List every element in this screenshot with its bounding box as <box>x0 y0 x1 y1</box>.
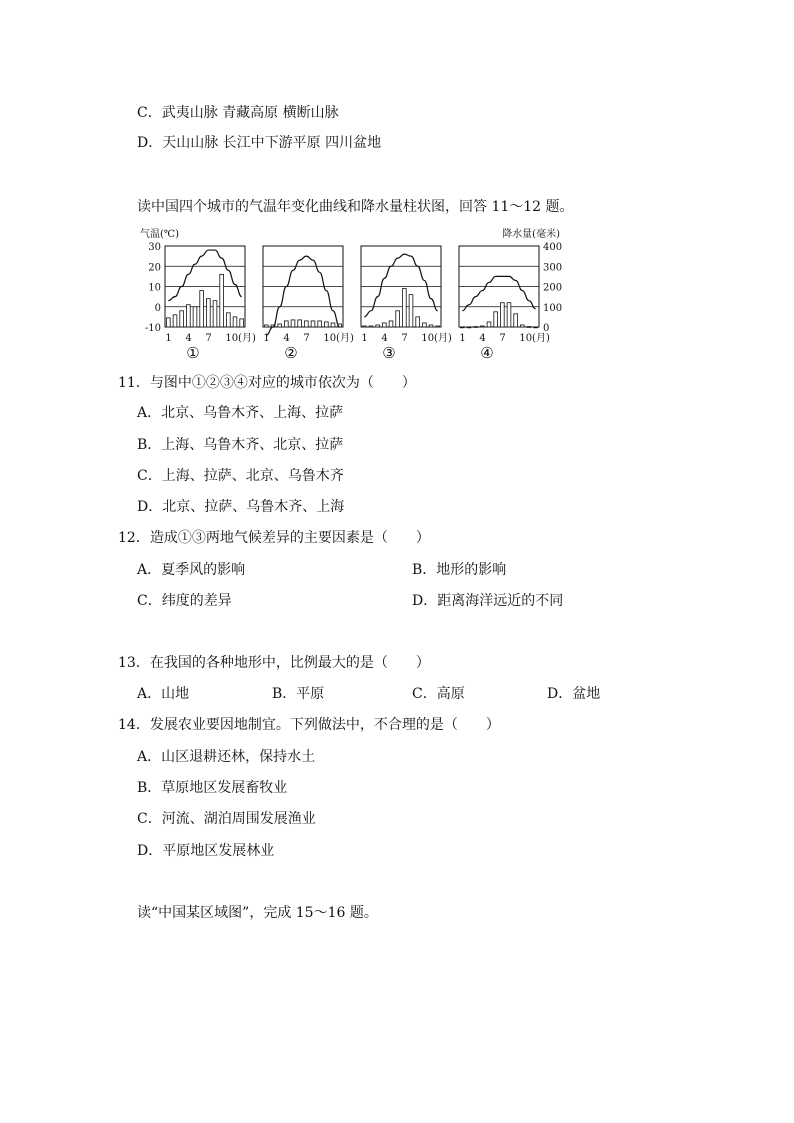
precip-tick-label: 100 <box>543 302 563 314</box>
precip-bar <box>474 327 478 328</box>
precip-bar <box>389 321 393 327</box>
q14-stem: 14．发展农业要因地制宜。下列做法中，不合理的是（ ） <box>118 717 500 733</box>
panel-label: ① <box>186 344 200 362</box>
precip-bar <box>527 327 531 328</box>
precip-bar <box>298 320 302 327</box>
q13-stem: 13．在我国的各种地形中，比例最大的是（ ） <box>118 655 430 671</box>
q11-option-b: B．上海、乌鲁木齐、北京、拉萨 <box>137 437 344 453</box>
panel-label: ③ <box>382 344 396 362</box>
temp-tick-label: 0 <box>154 302 161 314</box>
temp-tick-label: -10 <box>144 323 161 334</box>
precip-bar <box>186 305 190 327</box>
temperature-curve <box>168 250 241 301</box>
precip-tick-label: 400 <box>543 242 563 253</box>
q11-option-c: C．上海、拉萨、北京、乌鲁木齐 <box>137 468 344 484</box>
month-tick-label: 7 <box>499 333 506 344</box>
precipitation-axis-title: 降水量(毫米) <box>502 229 560 240</box>
precip-bar <box>480 326 484 327</box>
precip-bar <box>284 321 288 327</box>
month-tick-label: 10(月) <box>519 333 550 344</box>
precip-bar <box>467 327 471 328</box>
q13-option-c: C．高原 <box>412 686 465 702</box>
precip-tick-label: 200 <box>543 282 563 294</box>
temperature-curve <box>462 276 535 310</box>
precip-bar <box>200 291 204 327</box>
precip-bar <box>460 327 464 328</box>
precip-bar <box>318 321 322 327</box>
temperature-axis-title: 气温(℃) <box>140 229 179 240</box>
precip-tick-label: 0 <box>543 323 550 334</box>
precip-bar <box>494 312 498 327</box>
q12-option-a: A．夏季风的影响 <box>137 562 246 578</box>
month-tick-label: 4 <box>381 333 388 344</box>
q14-option-d: D．平原地区发展林业 <box>137 843 275 859</box>
option-d-prev: D．天山山脉 长江中下游平原 四川盆地 <box>137 135 382 151</box>
q13-option-b: B．平原 <box>272 686 325 702</box>
precip-bar <box>226 313 230 327</box>
month-tick-label: 10(月) <box>323 333 354 344</box>
precip-bar <box>278 324 282 327</box>
temperature-curve <box>364 254 437 317</box>
month-tick-label: 10(月) <box>225 333 256 344</box>
month-tick-label: 1 <box>263 333 270 344</box>
precip-bar <box>534 327 538 328</box>
q14-option-b: B．草原地区发展畜牧业 <box>137 780 288 796</box>
precip-bar <box>240 319 244 327</box>
precip-tick-label: 300 <box>543 262 563 274</box>
q12-option-d: D．距离海洋远近的不同 <box>412 593 564 609</box>
temp-tick-label: 20 <box>148 262 161 274</box>
month-tick-label: 1 <box>361 333 368 344</box>
precip-bar <box>402 289 406 327</box>
temp-tick-label: 10 <box>148 282 161 294</box>
precip-bar <box>376 325 380 327</box>
temperature-curve <box>266 256 339 335</box>
q13-option-d: D．盆地 <box>547 686 601 702</box>
month-tick-label: 4 <box>479 333 486 344</box>
panel-label: ④ <box>480 344 494 362</box>
precip-bar <box>180 311 184 327</box>
precip-bar <box>416 317 420 327</box>
precip-bar <box>409 295 413 327</box>
option-c-prev: C．武夷山脉 青藏高原 横断山脉 <box>137 105 339 121</box>
precip-bar <box>487 322 491 327</box>
q13-option-a: A．山地 <box>137 686 190 702</box>
precip-bar <box>233 317 237 327</box>
month-tick-label: 7 <box>205 333 212 344</box>
precip-bar <box>264 325 268 327</box>
month-tick-label: 4 <box>185 333 192 344</box>
precip-bar <box>193 307 197 327</box>
q11-option-d: D．北京、拉萨、乌鲁木齐、上海 <box>137 499 345 515</box>
q14-option-a: A．山区退耕还林，保持水土 <box>137 749 316 765</box>
month-tick-label: 7 <box>303 333 310 344</box>
precip-bar <box>514 314 518 327</box>
precip-bar <box>369 326 373 327</box>
precip-bar <box>324 322 328 327</box>
precip-bar <box>382 323 386 327</box>
precip-bar <box>520 325 524 327</box>
month-tick-label: 4 <box>283 333 290 344</box>
precip-bar <box>213 301 217 327</box>
precip-bar <box>206 299 210 327</box>
q11-option-a: A．北京、乌鲁木齐、上海、拉萨 <box>137 405 344 421</box>
climate-chart <box>140 222 563 362</box>
precip-bar <box>396 311 400 327</box>
precip-bar <box>507 303 511 327</box>
month-tick-label: 7 <box>401 333 408 344</box>
precip-bar <box>429 325 433 327</box>
precip-bar <box>311 321 315 327</box>
q12-option-b: B．地形的影响 <box>412 562 507 578</box>
precip-bar <box>166 318 170 327</box>
q14-option-c: C．河流、湖泊周围发展渔业 <box>137 811 316 827</box>
q12-stem: 12．造成①③两地气候差异的主要因素是（ ） <box>118 530 430 546</box>
q12-option-c: C．纬度的差异 <box>137 593 232 609</box>
precip-bar <box>436 326 440 327</box>
temp-tick-label: 30 <box>148 242 161 253</box>
precip-bar <box>422 323 426 327</box>
month-tick-label: 1 <box>165 333 172 344</box>
panel-label: ② <box>284 344 298 362</box>
precip-bar <box>304 321 308 327</box>
q11-stem: 11．与图中①②③④对应的城市依次为（ ） <box>118 375 416 391</box>
month-tick-label: 1 <box>459 333 466 344</box>
intro-15-16: 读“中国某区域图”，完成 15～16 题。 <box>137 905 378 921</box>
precip-bar <box>291 320 295 327</box>
precip-bar <box>500 303 504 327</box>
month-tick-label: 10(月) <box>421 333 452 344</box>
precip-bar <box>331 323 335 327</box>
precip-bar <box>173 315 177 327</box>
intro-11-12: 读中国四个城市的气温年变化曲线和降水量柱状图，回答 11～12 题。 <box>137 199 574 215</box>
precip-bar <box>362 326 366 327</box>
precip-bar <box>220 274 224 327</box>
